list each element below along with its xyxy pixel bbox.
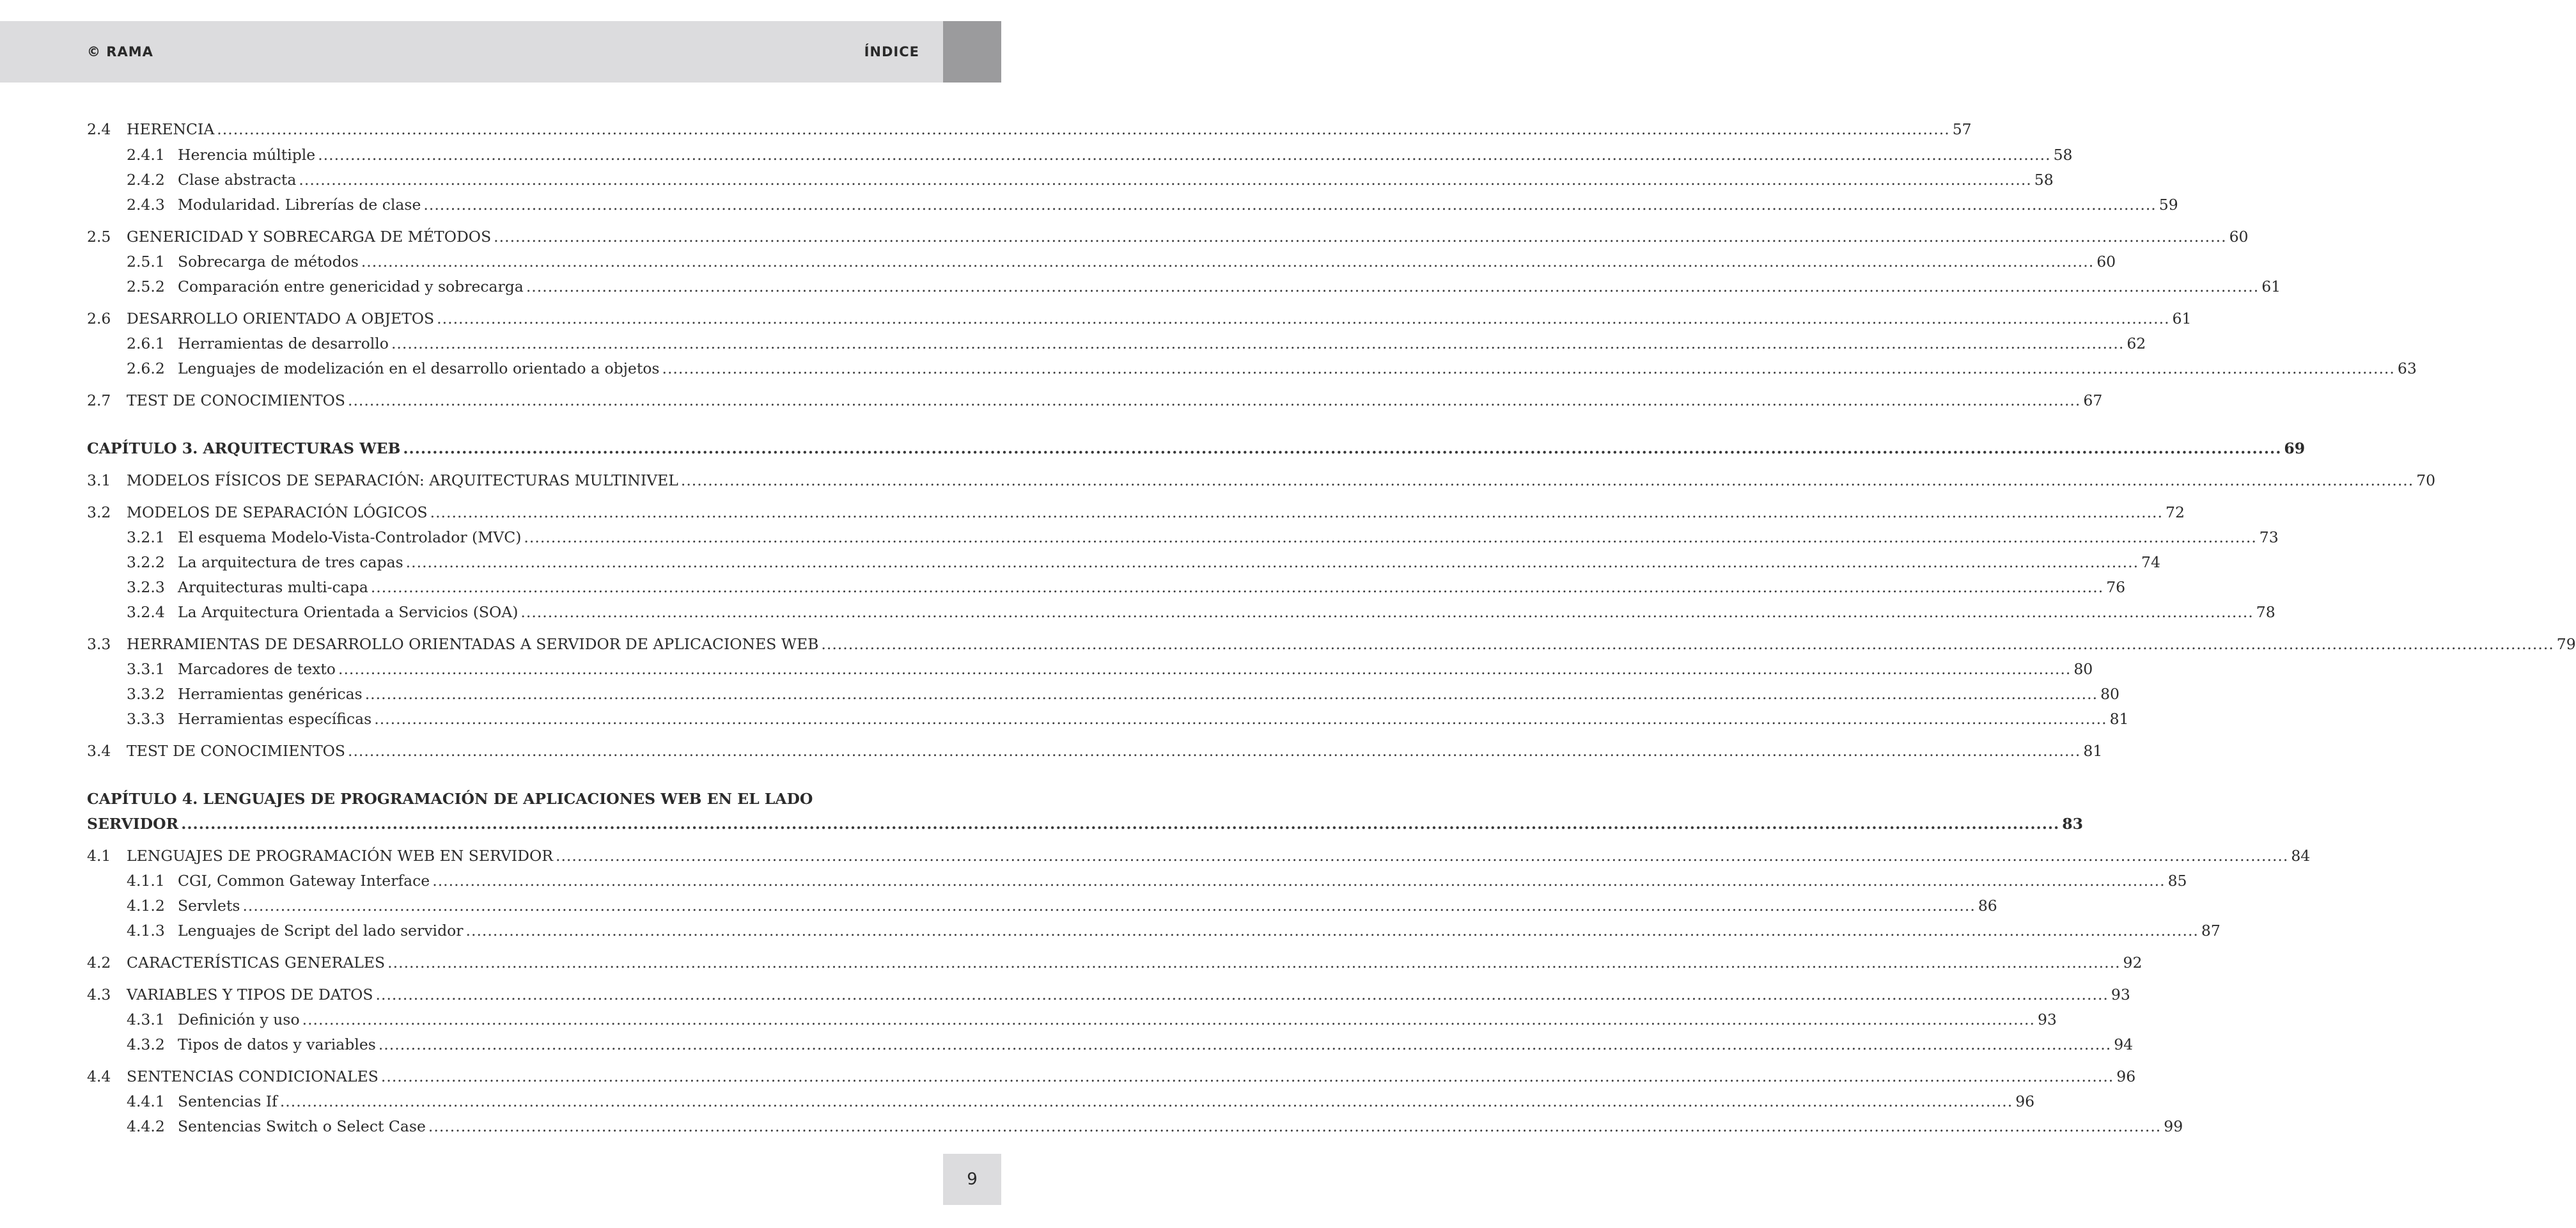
toc-entry-title: Servlets <box>178 897 240 915</box>
toc-entry-title: MODELOS FÍSICOS DE SEPARACIÓN: ARQUITECTURAS MULTINIVEL <box>127 471 678 489</box>
toc-entry-title: CAPÍTULO 3. ARQUITECTURAS WEB <box>87 439 401 457</box>
toc-section-entry <box>87 739 2103 762</box>
toc-page-number: 80 <box>2073 660 2093 678</box>
toc-entry-number: 4.1.3 <box>127 922 165 940</box>
toc-entry-title: Arquitecturas multi-capa <box>178 578 368 596</box>
toc-dot-leader: ................................................................................................................................................................................................................................................................................................................................ <box>347 742 2081 760</box>
toc-section-entry <box>87 225 2249 248</box>
toc-entry-number: 2.6.1 <box>127 335 165 352</box>
toc-subsection-entry <box>87 168 2054 191</box>
toc-page-number: 73 <box>2259 528 2279 546</box>
toc-page-number: 93 <box>2111 986 2130 1004</box>
toc-entry-number: 2.4 <box>87 120 111 138</box>
toc-page-number: 92 <box>2123 954 2143 972</box>
toc-entry-number: 4.1.1 <box>127 872 165 890</box>
toc-dot-leader: ................................................................................................................................................................................................................................................................................................................................ <box>361 253 2095 271</box>
toc-section-entry <box>87 118 1972 141</box>
toc-dot-leader: ................................................................................................................................................................................................................................................................................................................................ <box>432 872 2166 890</box>
toc-page-number: 72 <box>2166 503 2185 521</box>
toc-entry-number: 3.2 <box>87 503 111 521</box>
toc-section-entry <box>87 951 2143 974</box>
toc-page-number: 81 <box>2083 742 2103 760</box>
toc-entry-title: Comparación entre genericidad y sobrecarga <box>178 278 524 295</box>
toc-page-number: 61 <box>2172 310 2192 327</box>
toc-dot-leader: ................................................................................................................................................................................................................................................................................................................................ <box>428 1117 2162 1135</box>
toc-dot-leader: ................................................................................................................................................................................................................................................................................................................................ <box>347 391 2081 409</box>
toc-section-entry <box>87 469 2436 492</box>
toc-subsection-entry <box>87 682 2119 705</box>
toc-subsection-entry <box>87 1008 2057 1031</box>
toc-subsection-entry <box>87 193 2178 216</box>
toc-subsection-entry <box>87 894 1997 917</box>
toc-page-number: 58 <box>2034 171 2054 189</box>
toc-dot-leader: ................................................................................................................................................................................................................................................................................................................................ <box>555 847 2289 865</box>
toc-entry-title: Herramientas específicas <box>178 710 372 728</box>
toc-page-number: 86 <box>1978 897 1997 915</box>
toc-page-number: 96 <box>2116 1067 2136 1085</box>
toc-entry-number: 2.4.2 <box>127 171 165 189</box>
toc-subsection-entry <box>87 551 2160 574</box>
toc-entry-number: 4.4.1 <box>127 1092 165 1110</box>
toc-subsection-entry <box>87 526 2279 549</box>
toc-dot-leader: ................................................................................................................................................................................................................................................................................................................................ <box>338 660 2072 678</box>
toc-entry-title: La Arquitectura Orientada a Servicios (SOA) <box>178 603 519 621</box>
toc-entry-title: Sobrecarga de métodos <box>178 253 359 271</box>
toc-section-entry <box>87 633 2576 656</box>
toc-entry-title: SERVIDOR <box>87 815 179 833</box>
toc-dot-leader: ................................................................................................................................................................................................................................................................................................................................ <box>430 503 2163 521</box>
toc-page-number: 76 <box>2106 578 2126 596</box>
toc-entry-title: DESARROLLO ORIENTADO A OBJETOS <box>127 310 435 327</box>
toc-entry-title: La arquitectura de tres capas <box>178 553 403 571</box>
toc-entry-number: 3.2.1 <box>127 528 165 546</box>
toc-page-number: 79 <box>2556 635 2576 653</box>
toc-entry-title: Lenguajes de modelización en el desarrollo orientado a objetos <box>178 359 660 377</box>
toc-dot-leader: ................................................................................................................................................................................................................................................................................................................................ <box>374 710 2107 728</box>
toc-subsection-entry <box>87 1033 2134 1056</box>
toc-page-number: 78 <box>2256 603 2275 621</box>
toc-entry-number: 3.2.3 <box>127 578 165 596</box>
toc-page-number: 60 <box>2096 253 2116 271</box>
toc-entry-title: HERRAMIENTAS DE DESARROLLO ORIENTADAS A SERVIDOR DE APLICACIONES WEB <box>127 635 819 653</box>
toc-dot-leader: ................................................................................................................................................................................................................................................................................................................................ <box>680 471 2414 489</box>
toc-entry-title: Modularidad. Librerías de clase <box>178 196 421 214</box>
toc-chapter-entry <box>87 437 2306 460</box>
toc-page-number: 81 <box>2109 710 2129 728</box>
toc-dot-leader: ................................................................................................................................................................................................................................................................................................................................ <box>520 603 2254 621</box>
toc-dot-leader: ................................................................................................................................................................................................................................................................................................................................ <box>387 954 2121 972</box>
toc-entry-number: 3.3 <box>87 635 111 653</box>
toc-dot-leader: ................................................................................................................................................................................................................................................................................................................................ <box>494 228 2227 246</box>
toc-dot-leader: ................................................................................................................................................................................................................................................................................................................................ <box>405 553 2139 571</box>
toc-page-number: 70 <box>2416 471 2436 489</box>
toc-page-number: 96 <box>2015 1092 2035 1110</box>
header-tab-marker <box>943 21 1001 83</box>
toc-dot-leader: ................................................................................................................................................................................................................................................................................................................................ <box>302 1011 2035 1028</box>
toc-subsection-entry <box>87 275 2281 298</box>
toc-subsection-entry <box>87 707 2129 730</box>
toc-entry-number: 2.6.2 <box>127 359 165 377</box>
toc-dot-leader: ................................................................................................................................................................................................................................................................................................................................ <box>423 196 2157 214</box>
toc-page-number: 93 <box>2037 1011 2057 1028</box>
toc-subsection-entry <box>87 143 2073 166</box>
toc-entry-number: 4.3.2 <box>127 1035 165 1053</box>
toc-dot-leader: ................................................................................................................................................................................................................................................................................................................................ <box>662 359 2395 377</box>
toc-chapter-entry <box>87 787 943 810</box>
toc-entry-number: 2.4.1 <box>127 146 165 164</box>
toc-page-number: 84 <box>2291 847 2311 865</box>
toc-page-number: 69 <box>2284 439 2306 457</box>
toc-entry-number: 3.2.4 <box>127 603 165 621</box>
toc-entry-number: 2.6 <box>87 310 111 327</box>
toc-dot-leader: ................................................................................................................................................................................................................................................................................................................................ <box>465 922 2199 940</box>
toc-entry-title: SENTENCIAS CONDICIONALES <box>127 1067 379 1085</box>
toc-dot-leader: ................................................................................................................................................................................................................................................................................................................................ <box>279 1092 2013 1110</box>
toc-entry-number: 2.4.3 <box>127 196 165 214</box>
toc-dot-leader: ................................................................................................................................................................................................................................................................................................................................ <box>217 120 1950 138</box>
toc-entry-number: 4.4 <box>87 1067 111 1085</box>
toc-page-number: 85 <box>2167 872 2187 890</box>
toc-dot-leader: ................................................................................................................................................................................................................................................................................................................................ <box>318 146 2051 164</box>
toc-entry-title: Tipos de datos y variables <box>178 1035 376 1053</box>
toc-page-number: 60 <box>2229 228 2249 246</box>
toc-dot-leader: ................................................................................................................................................................................................................................................................................................................................ <box>526 278 2260 295</box>
toc-entry-title: CARACTERÍSTICAS GENERALES <box>127 954 386 972</box>
toc-page-number: 57 <box>1952 120 1972 138</box>
toc-entry-title: Definición y uso <box>178 1011 300 1028</box>
toc-entry-title: El esquema Modelo-Vista-Controlador (MVC) <box>178 528 522 546</box>
toc-dot-leader: ................................................................................................................................................................................................................................................................................................................................ <box>821 635 2554 653</box>
toc-page-number: 63 <box>2397 359 2417 377</box>
toc-entry-number: 3.3.2 <box>127 685 165 703</box>
toc-entry-number: 3.3.1 <box>127 660 165 678</box>
toc-dot-leader: ................................................................................................................................................................................................................................................................................................................................ <box>437 310 2170 327</box>
toc-dot-leader: ................................................................................................................................................................................................................................................................................................................................ <box>403 439 2282 457</box>
toc-subsection-entry <box>87 919 2221 942</box>
toc-entry-number: 4.1 <box>87 847 111 865</box>
toc-entry-number: 4.2 <box>87 954 111 972</box>
toc-entry-number: 3.2.2 <box>127 553 165 571</box>
toc-page-number: 80 <box>2100 685 2119 703</box>
toc-section-entry <box>87 844 2311 867</box>
toc-entry-title: Sentencias Switch o Select Case <box>178 1117 426 1135</box>
toc-subsection-entry <box>87 357 2417 380</box>
toc-page-number: 99 <box>2164 1117 2183 1135</box>
toc-entry-title: MODELOS DE SEPARACIÓN LÓGICOS <box>127 503 428 521</box>
toc-dot-leader: ................................................................................................................................................................................................................................................................................................................................ <box>242 897 1976 915</box>
toc-page-number: 62 <box>2127 335 2146 352</box>
toc-page-number: 94 <box>2114 1035 2134 1053</box>
running-header-publisher: © RAMA <box>87 44 153 59</box>
toc-entry-number: 3.3.3 <box>127 710 165 728</box>
toc-entry-title: GENERICIDAD Y SOBRECARGA DE MÉTODOS <box>127 228 492 246</box>
toc-entry-title: Herramientas genéricas <box>178 685 363 703</box>
toc-dot-leader: ................................................................................................................................................................................................................................................................................................................................ <box>380 1067 2114 1085</box>
toc-entry-title: TEST DE CONOCIMIENTOS <box>127 391 345 409</box>
toc-subsection-entry <box>87 250 2116 273</box>
toc-dot-leader: ................................................................................................................................................................................................................................................................................................................................ <box>524 528 2257 546</box>
toc-entry-number: 2.7 <box>87 391 111 409</box>
toc-section-entry <box>87 983 2130 1006</box>
toc-section-entry <box>87 1065 2136 1088</box>
toc-page-number: 58 <box>2053 146 2073 164</box>
toc-entry-title: HERENCIA <box>127 120 215 138</box>
toc-subsection-entry <box>87 332 2146 355</box>
toc-dot-leader: ................................................................................................................................................................................................................................................................................................................................ <box>378 1035 2112 1053</box>
toc-entry-title: Marcadores de texto <box>178 660 336 678</box>
toc-page-number: 74 <box>2141 553 2160 571</box>
toc-entry-title: Herencia múltiple <box>178 146 316 164</box>
toc-entry-number: 2.5 <box>87 228 111 246</box>
toc-entry-number: 3.1 <box>87 471 111 489</box>
toc-page-number: 61 <box>2261 278 2281 295</box>
toc-entry-title: Herramientas de desarrollo <box>178 335 389 352</box>
toc-dot-leader: ................................................................................................................................................................................................................................................................................................................................ <box>391 335 2125 352</box>
toc-subsection-entry <box>87 657 2093 681</box>
toc-subsection-entry <box>87 869 2187 892</box>
toc-dot-leader: ................................................................................................................................................................................................................................................................................................................................ <box>375 986 2109 1004</box>
toc-section-entry <box>87 389 2103 412</box>
toc-page-number: 87 <box>2201 922 2221 940</box>
toc-entry-title: LENGUAJES DE PROGRAMACIÓN WEB EN SERVIDOR <box>127 847 553 865</box>
toc-subsection-entry <box>87 1090 2035 1113</box>
toc-entry-number: 4.3.1 <box>127 1011 165 1028</box>
toc-subsection-entry <box>87 576 2126 599</box>
toc-entry-title: VARIABLES Y TIPOS DE DATOS <box>127 986 373 1004</box>
toc-entry-title: CGI, Common Gateway Interface <box>178 872 430 890</box>
toc-entry-title: Clase abstracta <box>178 171 297 189</box>
toc-entry-number: 3.4 <box>87 742 111 760</box>
toc-entry-title: Sentencias If <box>178 1092 277 1110</box>
toc-dot-leader: ................................................................................................................................................................................................................................................................................................................................ <box>370 578 2104 596</box>
toc-entry-number: 4.3 <box>87 986 111 1004</box>
toc-page-number: 67 <box>2083 391 2103 409</box>
toc-section-entry <box>87 501 2185 524</box>
toc-entry-title: Lenguajes de Script del lado servidor <box>178 922 464 940</box>
toc-section-entry <box>87 307 2192 330</box>
page-number: 9 <box>967 1170 978 1189</box>
toc-chapter-entry <box>87 812 2083 835</box>
running-header-section: ÍNDICE <box>864 44 919 59</box>
toc-subsection-entry <box>87 1115 2183 1138</box>
toc-entry-number: 4.1.2 <box>127 897 165 915</box>
toc-entry-title: TEST DE CONOCIMIENTOS <box>127 742 345 760</box>
toc-page-number: 83 <box>2062 815 2083 833</box>
toc-entry-number: 2.5.1 <box>127 253 165 271</box>
toc-entry-number: 2.5.2 <box>127 278 165 295</box>
page-number-box <box>943 1154 1001 1205</box>
toc-entry-title: CAPÍTULO 4. LENGUAJES DE PROGRAMACIÓN DE APLICACIONES WEB EN EL LADO <box>87 790 813 808</box>
toc-entry-number: 4.4.2 <box>127 1117 165 1135</box>
toc-page-number: 59 <box>2158 196 2178 214</box>
toc-subsection-entry <box>87 601 2275 624</box>
toc-dot-leader: ................................................................................................................................................................................................................................................................................................................................ <box>364 685 2098 703</box>
toc-dot-leader: ................................................................................................................................................................................................................................................................................................................................ <box>299 171 2032 189</box>
toc-dot-leader: ................................................................................................................................................................................................................................................................................................................................ <box>181 815 2060 833</box>
